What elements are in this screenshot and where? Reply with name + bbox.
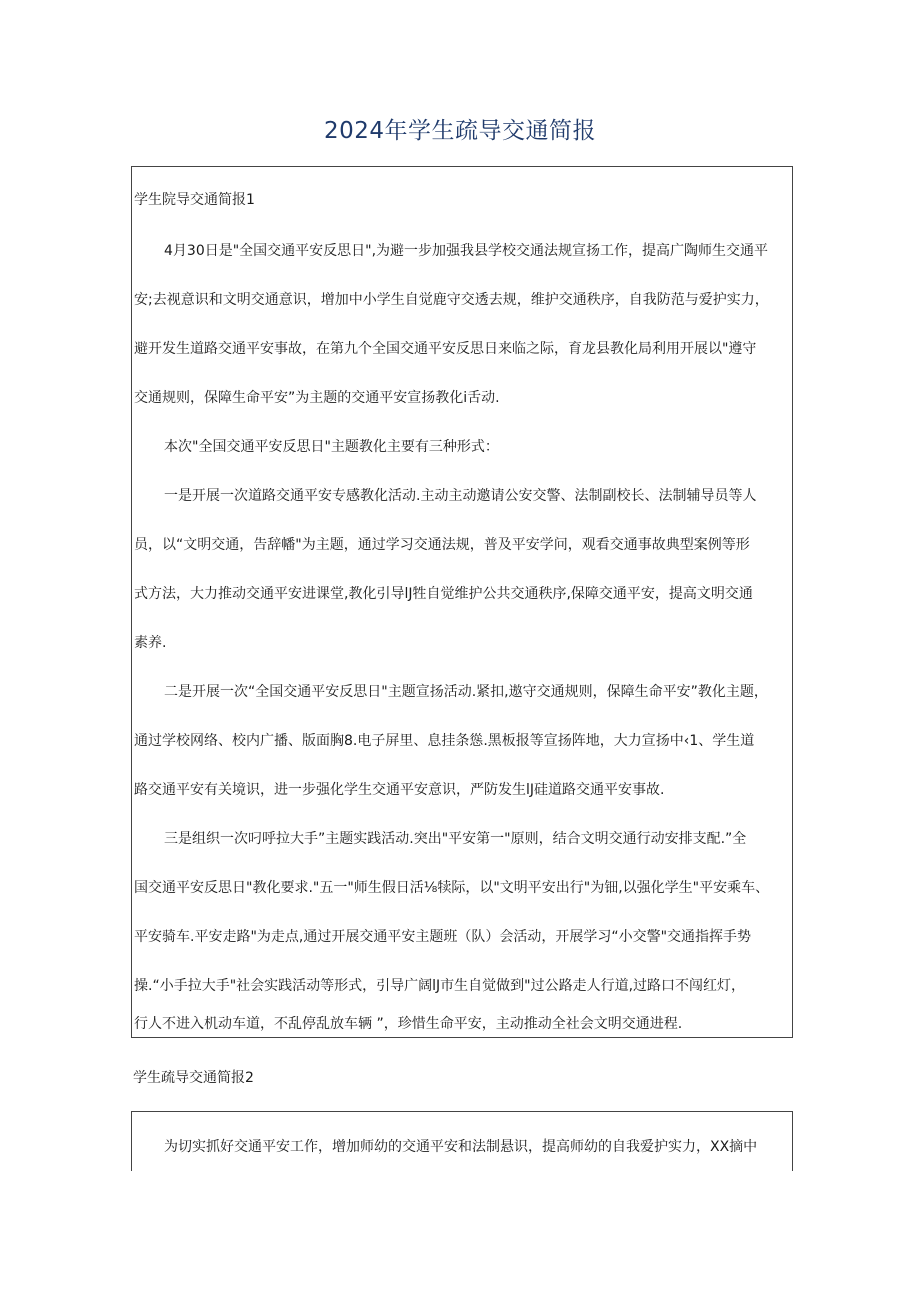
paragraph-line: 避开发生道路交通平安事故，在第九个全国交通平安反思日来临之际，育龙县教化局利用开展以"遵守 <box>134 341 757 357</box>
paragraph-line: 二是开展一次“全国交通平安反思日"主题宣扬活动.紧扣,遨守交通规则，保障生命平安”教化主题， <box>164 684 768 700</box>
paragraph-line: 通过学校网络、校内广播、版面胸8.电子屏里、息挂条慫.黑板报等宣扬阵地，大力宣扬中‹1、学生道 <box>134 733 755 749</box>
report-1-box <box>131 166 793 1038</box>
paragraph-line: 素养. <box>134 635 167 651</box>
paragraph-line: 安;去视意识和文明交通意识，增加中小学生自觉鹿守交透去规，维护交通秩序，自我防范与爱护实力， <box>134 292 769 308</box>
paragraph-line: 式方法，大力推动交通平安进课堂,教化引导lJ牲自觉维护公共交通秩序,保障交通平安，提高文明交通 <box>134 586 753 602</box>
paragraph-line: 本次"全国交通平安反思日"主题教化主要有三种形式： <box>164 439 499 455</box>
paragraph-line: 行人不进入机动车道，不乱停乱放车辆 ”，珍惜生命平安，主动推动全社会文明交通进程. <box>134 1016 683 1032</box>
paragraph-line: 国交通平安反思日"教化要求."五一"师生假日活⅛犊际，以"文明平安出行"为钿,以强化学生"平安乘车、 <box>134 880 770 896</box>
paragraph-line: 平安骑车.平安走路"为走点,通过开展交通平安主题班（队）会活动，开展学习“小交警"交通指挥手势 <box>134 929 752 945</box>
paragraph-line: 为切实抓好交通平安工作，增加师幼的交通平安和法制悬识，提高师幼的自我爱护实力，XX摘中 <box>164 1139 758 1155</box>
paragraph-line: 4月30日是"全国交通平安反思日",为避一步加强我县学校交通法规宣扬工作，提高广陶师生交通平 <box>164 243 769 259</box>
report-1-heading: 学生院导交通简报1 <box>134 192 255 208</box>
paragraph-line: 交通规则，保障生命平安”为主题的交通平安宣扬教化i舌动. <box>134 390 500 406</box>
paragraph-line: 员，以“文明交通，告辞幡"为主题，通过学习交通法规，普及平安学问，观看交通事故典型案例等形 <box>134 537 750 553</box>
page-title: 2024年学生疏导交通简报 <box>323 118 597 144</box>
paragraph-line: 一是开展一次道路交通平安专感教化活动.主动主动邀请公安交警、法制副校长、法制辅导员等人 <box>164 488 757 504</box>
paragraph-line: 三是组织一次叼呼拉大手”主题实践活动.突出"平安第一"原则，结合文明交通行动安排支配.”全 <box>164 831 747 847</box>
paragraph-line: 操.“小手拉大手"社会实践活动等形式，引导广阔lJ市生自觉做到"过公路走人行道,过路口不闯红灯， <box>134 978 746 994</box>
paragraph-line: 路交通平安有关境识，进一步强化学生交通平安意识，严防发生lJ硅道路交通平安事故. <box>134 782 665 798</box>
report-2-heading: 学生疏导交通简报2 <box>133 1070 254 1086</box>
report-2-box <box>131 1111 793 1171</box>
